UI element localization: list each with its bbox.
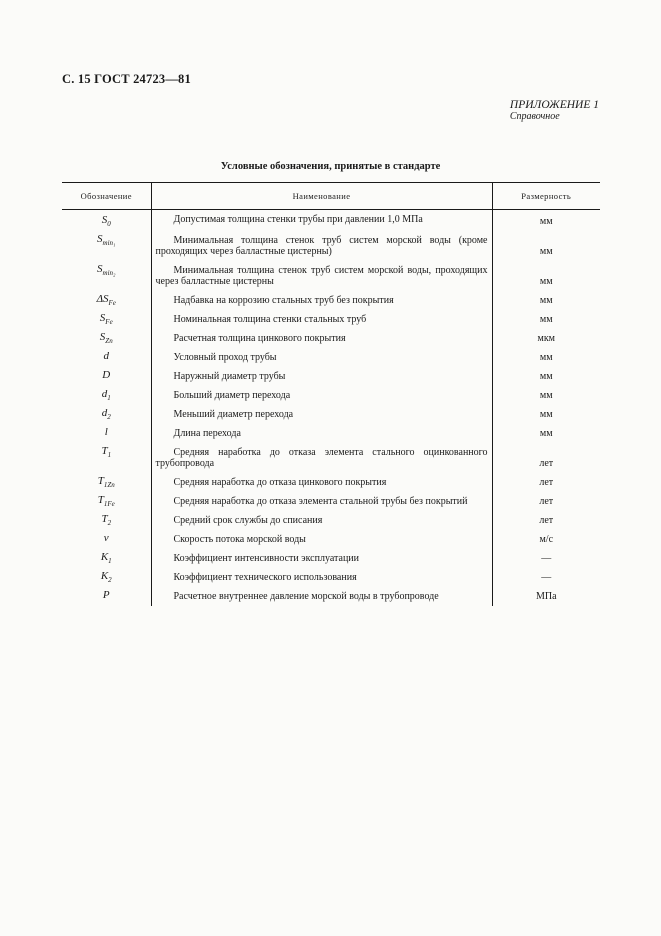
table-row <box>62 492 600 511</box>
symbol-subscript: Fe <box>108 299 116 307</box>
name-cell: Длина перехода <box>173 428 241 439</box>
unit-cell: лет <box>492 473 600 492</box>
unit-cell: — <box>492 568 600 587</box>
symbol-base: K <box>100 570 109 582</box>
symbol-cell <box>62 210 151 232</box>
name-cell: Коэффициент технического использования <box>173 572 357 583</box>
table-row <box>62 291 600 310</box>
appendix-title: ПРИЛОЖЕНИЕ 1 <box>509 99 599 111</box>
symbol-base: S <box>99 331 106 343</box>
name-cell: Средняя наработка до отказа цинкового покрытия <box>173 477 387 488</box>
symbol-subscript: 1Fe <box>103 500 115 508</box>
symbol-cell <box>62 443 151 473</box>
unit-cell: мм <box>492 367 600 386</box>
symbol-base: d <box>101 388 108 400</box>
symbol-subscript: 1 <box>107 451 112 459</box>
name-cell: Коэффициент интенсивности эксплуатации <box>173 553 359 564</box>
name-cell: Средняя наработка до отказа элемента стального оцинкованного трубопровода <box>155 447 488 469</box>
name-cell: Расчетное внутреннее давление морской воды в трубопроводе <box>173 591 439 602</box>
unit-cell: мм <box>492 405 600 424</box>
symbol-cell <box>62 405 151 424</box>
symbol-cell <box>62 231 151 261</box>
table-row <box>62 261 600 291</box>
symbol-subscript: min₂ <box>102 269 116 277</box>
unit-cell: мм <box>492 261 600 291</box>
name-cell: Наружный диаметр трубы <box>173 371 286 382</box>
symbol-cell <box>62 587 151 606</box>
column-header-unit: Размерность <box>492 183 600 210</box>
symbol-subscript: 0 <box>107 220 111 228</box>
symbol-base: P <box>102 589 110 601</box>
unit-cell: лет <box>492 492 600 511</box>
unit-cell: мкм <box>492 329 600 348</box>
symbol-base: d <box>101 407 108 419</box>
name-cell: Номинальная толщина стенки стальных труб <box>173 314 367 325</box>
symbol-cell <box>62 386 151 405</box>
name-cell: Минимальная толщина стенок труб систем морской воды (кроме проходящих через балластные цистерны) <box>155 235 488 257</box>
name-cell: Надбавка на коррозию стальных труб без покрытия <box>173 295 394 306</box>
column-header-name: Наименование <box>151 183 492 210</box>
symbol-subscript: 2 <box>107 413 111 421</box>
table-row <box>62 473 600 492</box>
page-header: С. 15 ГОСТ 24723—81 <box>62 72 191 86</box>
table-row <box>62 549 600 568</box>
symbol-base: S <box>99 312 106 324</box>
table-row <box>62 587 600 606</box>
unit-cell: МПа <box>492 587 600 606</box>
table-row <box>62 424 600 443</box>
symbol-base: T <box>101 445 108 457</box>
name-cell: Меньший диаметр перехода <box>173 409 294 420</box>
symbol-subscript: 1Zn <box>103 481 115 489</box>
table-row <box>62 386 600 405</box>
symbol-base: S <box>101 214 108 226</box>
symbol-cell <box>62 424 151 443</box>
unit-cell: мм <box>492 348 600 367</box>
symbol-subscript: 2 <box>107 519 112 527</box>
unit-cell: мм <box>492 291 600 310</box>
symbol-base: ΔS <box>96 293 109 305</box>
symbol-base: S <box>97 263 103 275</box>
table-title: Условные обозначения, принятые в стандарте <box>220 161 441 172</box>
name-cell: Допустимая толщина стенки трубы при давлении 1,0 МПа <box>173 214 423 225</box>
name-cell: Больший диаметр перехода <box>173 390 291 401</box>
symbol-subscript: 1 <box>108 557 112 565</box>
symbol-cell <box>62 329 151 348</box>
column-header-symbol: Обозначение <box>62 183 151 210</box>
name-cell: Условный проход трубы <box>173 352 277 363</box>
table-row <box>62 405 600 424</box>
symbol-base: l <box>104 426 108 438</box>
unit-cell: мм <box>492 386 600 405</box>
symbol-cell <box>62 310 151 329</box>
unit-cell: мм <box>492 210 600 232</box>
symbol-base: T <box>97 475 104 487</box>
symbol-cell <box>62 261 151 291</box>
symbol-base: T <box>97 494 104 506</box>
unit-cell: лет <box>492 511 600 530</box>
table-row <box>62 310 600 329</box>
symbol-base: T <box>101 513 108 525</box>
symbol-base: d <box>103 350 109 362</box>
appendix-label <box>510 100 599 122</box>
unit-cell: м/с <box>492 530 600 549</box>
symbol-cell <box>62 473 151 492</box>
symbol-cell <box>62 492 151 511</box>
name-cell: Средняя наработка до отказа элемента стальной трубы без покрытий <box>173 496 468 507</box>
name-cell: Средний срок службы до списания <box>173 515 323 526</box>
symbols-table <box>62 182 600 606</box>
symbol-cell <box>62 549 151 568</box>
symbol-cell <box>62 348 151 367</box>
symbol-cell <box>62 291 151 310</box>
unit-cell: мм <box>492 424 600 443</box>
symbol-subscript: 2 <box>108 576 112 584</box>
unit-cell: мм <box>492 310 600 329</box>
symbol-base: D <box>102 369 111 381</box>
table-row <box>62 348 600 367</box>
table-header-row <box>62 183 600 210</box>
symbol-cell <box>62 568 151 587</box>
table-row <box>62 530 600 549</box>
table-row <box>62 210 600 232</box>
name-cell: Минимальная толщина стенок труб систем морской воды, проходящих через балластные цистерны <box>155 265 488 287</box>
table-row <box>62 367 600 386</box>
name-cell: Скорость потока морской воды <box>173 534 306 545</box>
table-row <box>62 443 600 473</box>
table-row <box>62 511 600 530</box>
symbol-cell <box>62 367 151 386</box>
symbol-base: K <box>100 551 109 563</box>
symbol-subscript: 1 <box>107 394 111 402</box>
symbol-subscript: Zn <box>105 337 113 345</box>
table-row <box>62 568 600 587</box>
table-row <box>62 231 600 261</box>
unit-cell: мм <box>492 231 600 261</box>
name-cell: Расчетная толщина цинкового покрытия <box>173 333 346 344</box>
symbol-base: S <box>97 233 103 245</box>
symbol-base: v <box>103 532 109 544</box>
unit-cell: лет <box>492 443 600 473</box>
symbol-cell <box>62 530 151 549</box>
symbol-subscript: min₁ <box>102 239 116 247</box>
table-row <box>62 329 600 348</box>
symbol-subscript: Fe <box>105 318 113 326</box>
symbol-cell <box>62 511 151 530</box>
unit-cell: — <box>492 549 600 568</box>
appendix-subtitle: Справочное <box>509 111 560 122</box>
